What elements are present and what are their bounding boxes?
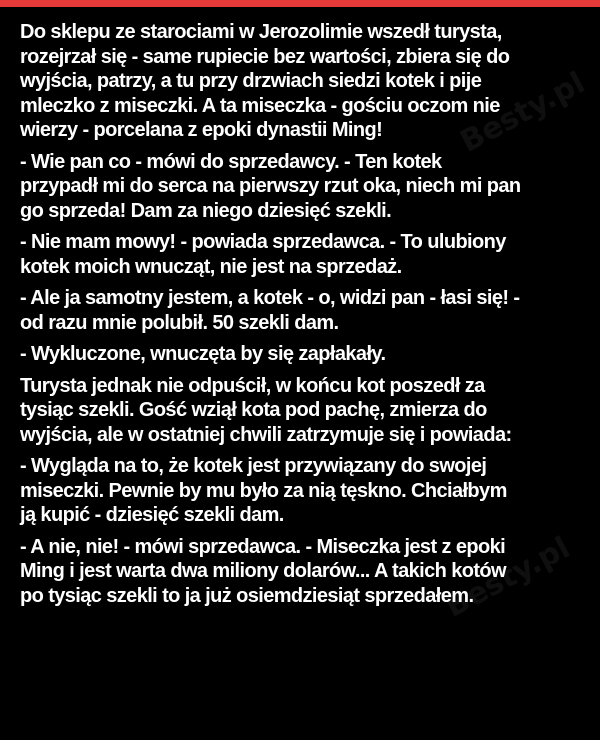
joke-text-block bbox=[20, 20, 588, 608]
text-line: go sprzeda! Dam za niego dziesięć szekli. bbox=[20, 199, 392, 222]
text-line: - A nie, nie! - mówi sprzedawca. - Miseczka jest z epoki bbox=[20, 535, 506, 558]
watermark-logo: Besty.pl bbox=[439, 530, 576, 625]
text-line: wyjścia, patrzy, a tu przy drzwiach siedzi kotek i pije bbox=[20, 70, 482, 92]
text-line: Turysta jednak nie odpuścił, w końcu kot poszedł za bbox=[20, 374, 485, 397]
top-accent-bar bbox=[0, 0, 600, 7]
paragraph-dialogue bbox=[20, 150, 588, 224]
text-line: - Wykluczone, wnuczęta by się zapłakały. bbox=[20, 343, 386, 365]
text-line: Ming i jest warta dwa miliony dolarów... A takich kotów bbox=[20, 560, 506, 582]
text-line: ją kupić - dziesięć szekli dam. bbox=[20, 504, 284, 526]
text-line: kotek moich wnucząt, nie jest na sprzedaż. bbox=[20, 255, 402, 278]
text-line: wyjścia, ale w ostatniej chwili zatrzymuje się i powiada: bbox=[20, 423, 512, 446]
text-line: mleczko z miseczki. A ta miseczka - gościu oczom nie bbox=[20, 94, 500, 117]
text-line: przypadł mi do serca na pierwszy rzut oka, niech mi pan bbox=[20, 175, 521, 197]
text-line: od razu mnie polubił. 50 szekli dam. bbox=[20, 311, 339, 334]
text-line: po tysiąc szekli to ja już osiemdziesiąt sprzedałem. bbox=[20, 584, 474, 607]
text-line: miseczki. Pewnie by mu było za nią tęskno. Chciałbym bbox=[20, 479, 507, 502]
text-line: - Wie pan co - mówi do sprzedawcy. - Ten kotek bbox=[20, 150, 442, 173]
paragraph-intro bbox=[20, 20, 588, 143]
paragraph-dialogue bbox=[20, 286, 588, 335]
paragraph-dialogue bbox=[20, 342, 588, 367]
text-line: - Nie mam mowy! - powiada sprzedawca. - To ulubiony bbox=[20, 231, 506, 253]
text-line: wierzy - porcelana z epoki dynastii Ming! bbox=[20, 119, 383, 141]
text-line: - Ale ja samotny jestem, a kotek - o, widzi pan - łasi się! - bbox=[20, 287, 520, 309]
text-line: tysiąc szekli. Gość wziął kota pod pachę, zmierza do bbox=[20, 399, 487, 421]
paragraph-punchline bbox=[20, 535, 588, 609]
watermark-logo: Besty.pl bbox=[454, 65, 591, 160]
text-line: Do sklepu ze starociami w Jerozolimie wszedł turysta, bbox=[20, 21, 502, 43]
paragraph-dialogue bbox=[20, 230, 588, 279]
paragraph-dialogue bbox=[20, 454, 588, 528]
text-line: rozejrzał się - same rupiecie bez wartości, zbiera się do bbox=[20, 45, 510, 68]
paragraph-narration bbox=[20, 374, 588, 448]
text-line: - Wygląda na to, że kotek jest przywiązany do swojej bbox=[20, 455, 487, 477]
